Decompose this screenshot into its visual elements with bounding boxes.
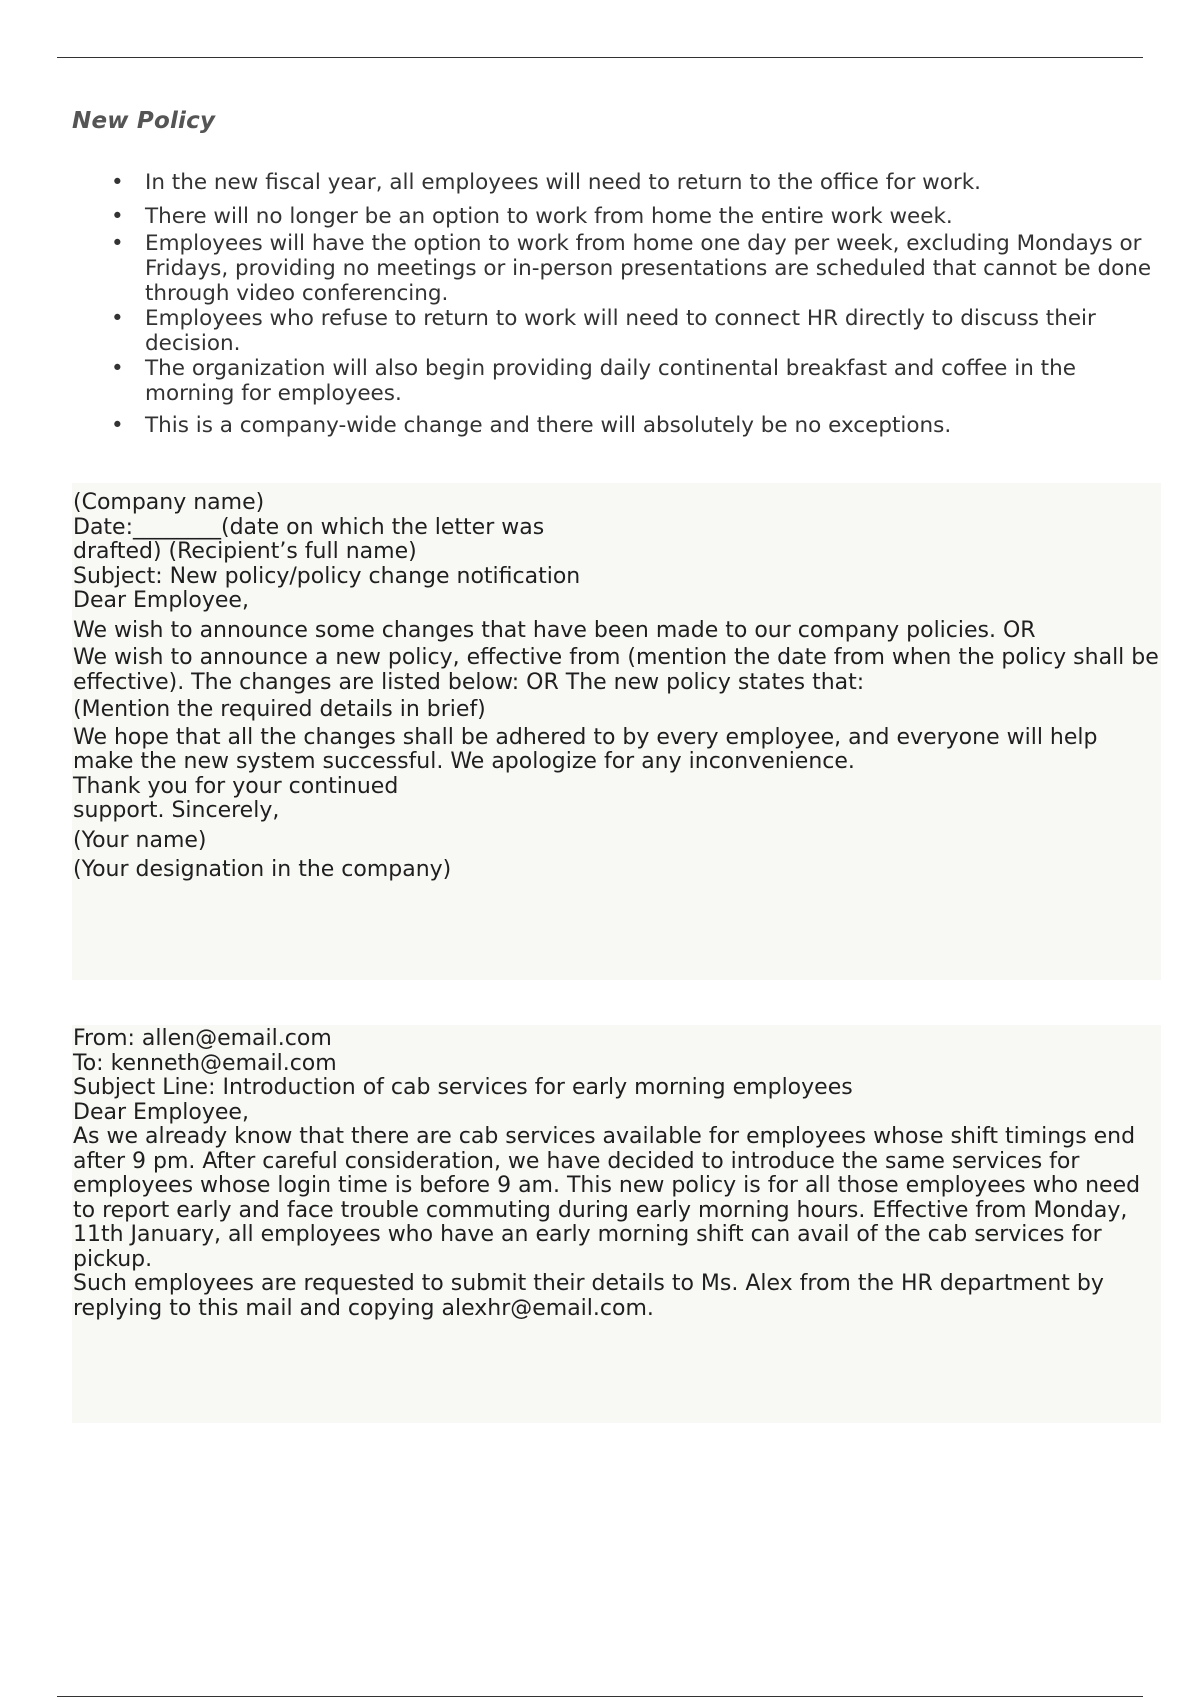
list-item bbox=[72, 231, 1152, 306]
bottom-divider bbox=[57, 1696, 1143, 1697]
letter-signature-name: (Your name) bbox=[73, 827, 207, 853]
policy-heading: New Policy bbox=[72, 108, 216, 134]
bullet-icon: • bbox=[111, 306, 124, 331]
email-body: As we already know that there are cab services available for employees whose shift timings end after 9 pm. After careful consideration, we have decided to introduce the same services for employees whose login time is before 9 am. This new policy is for all those employees who need to report early and face trouble commuting during early morning hours. Effective from Monday, 11th January, all employees who have an early morning shift can avail of the cab services for pickup. bbox=[73, 1124, 1141, 1272]
bullet-text: This is a company-wide change and there will absolutely be no exceptions. bbox=[145, 413, 952, 438]
letter-salutation: Dear Employee, bbox=[73, 588, 249, 613]
list-item bbox=[72, 170, 1152, 195]
letter-template-panel bbox=[72, 483, 1161, 980]
letter-paragraph: We hope that all the changes shall be adhered to by every employee, and everyone will help make the new system successful. We apologize for any inconvenience. bbox=[73, 724, 1098, 774]
top-divider bbox=[57, 57, 1143, 58]
bullet-text: The organization will also begin providing daily continental breakfast and coffee in the morning for employees. bbox=[145, 356, 1076, 406]
letter-company: (Company name) bbox=[73, 490, 265, 515]
bullet-text: There will no longer be an option to work from home the entire work week. bbox=[145, 204, 953, 229]
policy-bullet-list bbox=[72, 170, 1152, 438]
bullet-icon: • bbox=[111, 204, 124, 229]
list-item bbox=[72, 413, 1152, 438]
letter-recipient-line: drafted) (Recipient’s full name) bbox=[73, 539, 417, 564]
bullet-text: In the new fiscal year, all employees will need to return to the office for work. bbox=[145, 170, 982, 195]
letter-paragraph: We wish to announce a new policy, effective from (mention the date from when the policy shall be effective). The changes are listed below: OR The new policy states that: bbox=[73, 645, 1159, 695]
email-from: From: allen@email.com bbox=[73, 1026, 332, 1051]
letter-closing: Thank you for your continued bbox=[73, 773, 399, 799]
list-item bbox=[72, 306, 1152, 356]
letter-signature-designation: (Your designation in the company) bbox=[73, 857, 452, 882]
bullet-icon: • bbox=[111, 413, 124, 438]
letter-subject: Subject: New policy/policy change notification bbox=[73, 563, 581, 589]
email-salutation: Dear Employee, bbox=[73, 1099, 249, 1125]
bullet-text: Employees who refuse to return to work will need to connect HR directly to discuss their decision. bbox=[145, 306, 1096, 356]
email-sample-panel bbox=[72, 1025, 1161, 1423]
letter-paragraph: We wish to announce some changes that have been made to our company policies. OR bbox=[73, 617, 1036, 643]
letter-closing: support. Sincerely, bbox=[73, 798, 280, 823]
email-body: Such employees are requested to submit their details to Ms. Alex from the HR department by replying to this mail and copying alexhr@email.com. bbox=[73, 1271, 1104, 1321]
list-item bbox=[72, 356, 1152, 406]
email-to: To: kenneth@email.com bbox=[73, 1050, 337, 1076]
email-subject: Subject Line: Introduction of cab services for early morning employees bbox=[73, 1075, 853, 1100]
list-item bbox=[72, 204, 1152, 229]
bullet-text: Employees will have the option to work from home one day per week, excluding Mondays or Fridays, providing no meetings or in-person presentations are scheduled that cannot be done through video conferencing. bbox=[145, 231, 1152, 306]
bullet-icon: • bbox=[111, 356, 124, 381]
letter-details: (Mention the required details in brief) bbox=[73, 697, 486, 722]
bullet-icon: • bbox=[111, 231, 124, 256]
bullet-icon: • bbox=[111, 170, 124, 195]
letter-date-line: Date:________(date on which the letter was bbox=[73, 514, 545, 540]
